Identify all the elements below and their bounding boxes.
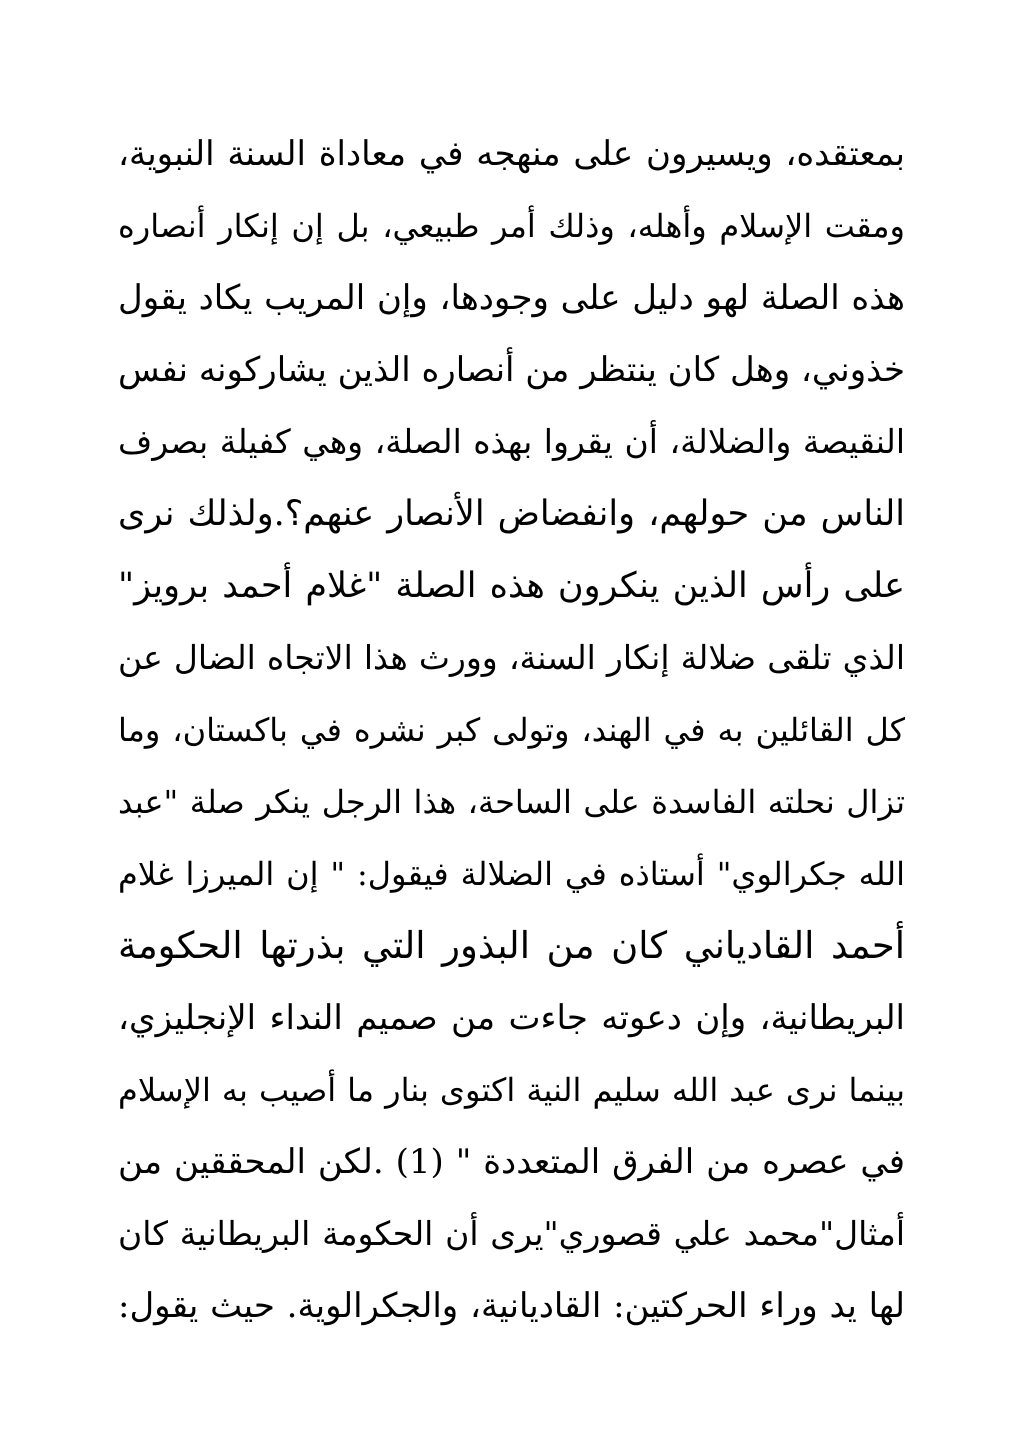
text-line: الناس من حولهم، وانفضاض الأنصار عنهم؟.ولذلك نرى xyxy=(118,494,905,534)
text-line: خذوني، وهل كان ينتظر من أنصاره الذين يشاركونه نفس xyxy=(118,350,905,390)
text-line: الذي تلقى ضلالة إنكار السنة، وورث هذا الاتجاه الضال عن xyxy=(118,638,905,677)
body-text xyxy=(118,118,905,1342)
text-line: ومقت الإسلام وأهله، وذلك أمر طبيعي، بل إن إنكار أنصاره xyxy=(118,207,905,245)
text-line: بمعتقده، ويسيرون على منهجه في معاداة السنة النبوية، xyxy=(118,134,905,174)
text-line: بينما نرى عبد الله سليم النية اكتوى بنار ما أصيب به الإسلام xyxy=(118,1071,905,1109)
text-line: الله جكرالوي" أستاذه في الضلالة فيقول: " إن الميرزا غلام xyxy=(118,855,905,893)
text-line: البريطانية، وإن دعوته جاءت من صميم النداء الإنجليزي، xyxy=(118,998,905,1038)
text-line: في عصره من الفرق المتعددة " (1) .لكن المحققين من xyxy=(118,1142,905,1182)
text-line: هذه الصلة لهو دليل على وجودها، وإن المريب يكاد يقول xyxy=(118,278,905,318)
text-line: تزال نحلته الفاسدة على الساحة، هذا الرجل ينكر صلة "عبد xyxy=(118,783,905,821)
text-line: لها يد وراء الحركتين: القاديانية، والجكرالوية. حيث يقول: xyxy=(118,1286,905,1326)
text-line: كل القائلين به في الهند، وتولى كبر نشره في باكستان، وما xyxy=(118,711,905,749)
text-line: أمثال"محمد علي قصوري"يرى أن الحكومة البريطانية كان xyxy=(118,1214,905,1253)
text-line: أحمد القادياني كان من البذور التي بذرتها الحكومة xyxy=(118,924,905,967)
text-line: على رأس الذين ينكرون هذه الصلة "غلام أحمد برويز" xyxy=(118,566,905,606)
text-line: النقيصة والضلالة، أن يقروا بهذه الصلة، وهي كفيلة بصرف xyxy=(118,422,905,461)
